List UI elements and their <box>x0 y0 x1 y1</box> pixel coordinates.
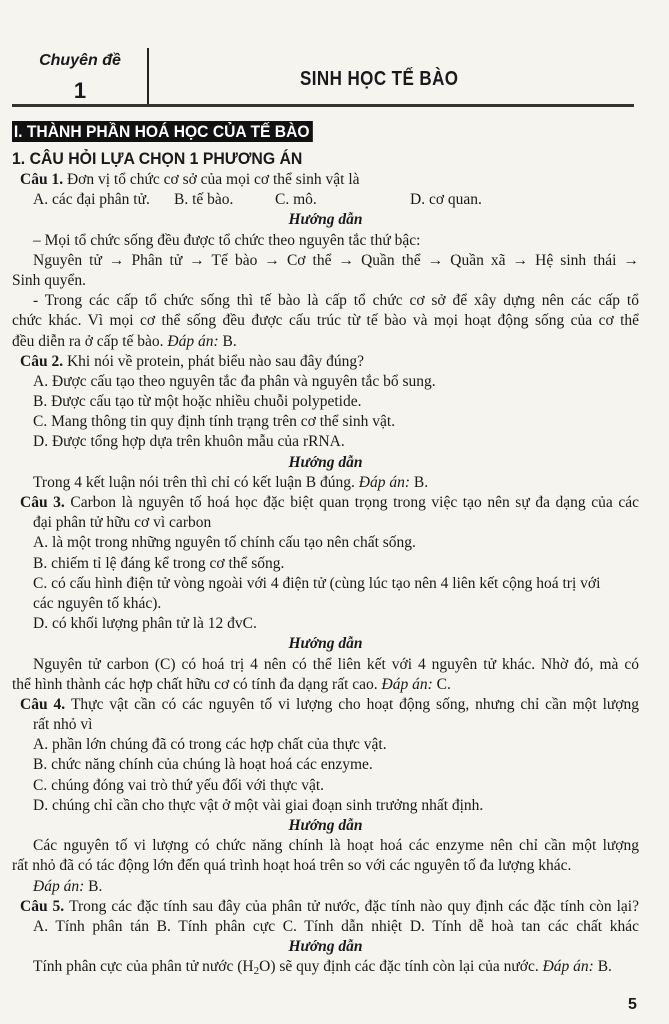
option-line <box>12 554 639 574</box>
text-segment: D. Được tổng hợp dựa trên khuôn mẫu của rRNA. <box>33 433 345 451</box>
text-segment: Carbon là nguyên tố hoá học đặc biệt quan trọng trong việc tạo nên sự đa dạng của các <box>70 494 639 511</box>
text-line <box>12 473 639 493</box>
text-segment: A. Được cấu tạo theo nguyên tắc đa phân và nguyên tắc bổ sung. <box>33 372 436 390</box>
text-line <box>12 675 639 695</box>
text-segment: Tính phân cực của phân tử nước (H <box>33 958 254 976</box>
answer-label: Đáp án: <box>358 473 410 491</box>
option-line <box>12 432 639 452</box>
question-label: Câu 2. <box>20 352 67 370</box>
text-line <box>12 957 639 977</box>
text-segment: C. Mang thông tin quy định tính trạng trên cơ thể sinh vật. <box>33 413 396 431</box>
answer-label: Đáp án: <box>33 877 85 895</box>
subsection-heading: 1. CÂU HỎI LỰA CHỌN 1 PHƯƠNG ÁN <box>12 149 303 168</box>
text-segment: A. phần lớn chúng đã có trong các hợp chất của thực vật. <box>33 736 387 754</box>
question-line <box>12 170 639 190</box>
option-line <box>12 776 639 796</box>
option-line <box>12 190 639 210</box>
text-segment: B. <box>593 958 612 976</box>
text-segment: B. chiếm tỉ lệ đáng kể trong cơ thể sống. <box>33 554 285 572</box>
header-divider-horizontal <box>12 104 634 107</box>
text-segment: Các nguyên tố vi lượng có chức năng chính là hoạt hoá các enzyme nên chỉ cần một lượng <box>33 837 639 855</box>
text-segment: – Mọi tổ chức sống đều được tổ chức theo nguyên tắc thứ bậc: <box>33 231 421 249</box>
text-segment: O) sẽ quy định các đặc tính còn lại của nước. <box>259 958 543 976</box>
option-line <box>12 533 639 553</box>
document-body <box>12 170 639 978</box>
option-line <box>12 755 639 775</box>
chapter-title: SINH HỌC TẾ BÀO <box>300 68 459 90</box>
guide-heading <box>12 634 639 654</box>
option-line <box>12 917 639 937</box>
question-label: Câu 1. <box>20 171 67 188</box>
text-segment: B. chức năng chính của chúng là hoạt hoá các enzyme. <box>33 756 373 774</box>
guide-heading <box>12 816 639 836</box>
question-line <box>12 352 639 372</box>
text-segment: B. Được cấu tạo từ một hoặc nhiều chuỗi polypetide. <box>33 393 362 411</box>
chapter-kicker: Chuyên đề <box>39 52 121 69</box>
option-line <box>12 735 639 755</box>
question-label: Câu 4. <box>20 695 71 713</box>
option-line <box>12 796 639 816</box>
answer-label: Đáp án: <box>381 675 433 693</box>
text-line <box>12 655 639 675</box>
text-segment: rất nhỏ vì <box>33 716 93 734</box>
text-segment: Khi nói về protein, phát biểu nào sau đây đúng? <box>66 352 364 370</box>
text-segment: A. Tính phân tán B. Tính phân cực C. Tính dẫn nhiệt D. Tính dễ hoà tan các chất khác <box>33 917 639 935</box>
text-segment: Hướng dẫn <box>288 938 363 956</box>
option-line <box>12 594 639 614</box>
text-segment: Nguyên tử → Phân tử → Tế bào → Cơ thể → Quần thể → Quần xã → Hệ sinh thái → <box>33 251 639 269</box>
text-segment: Hướng dẫn <box>288 211 363 229</box>
answer-label: Đáp án: <box>542 958 594 976</box>
option-line <box>12 614 639 634</box>
text-segment: Hướng dẫn <box>288 453 363 471</box>
chapter-label <box>20 52 140 104</box>
option-line <box>12 412 639 432</box>
text-segment: đều diễn ra ở cấp tế bào. <box>12 332 168 350</box>
question-label: Câu 5. <box>20 897 70 915</box>
section-heading: I. THÀNH PHẦN HOÁ HỌC CỦA TẾ BÀO <box>12 121 313 142</box>
guide-heading <box>12 453 639 473</box>
option-line <box>12 574 639 594</box>
text-line <box>12 251 639 271</box>
text-segment: Nguyên tử carbon (C) có hoá trị 4 nên có thể liên kết với 4 nguyên tử khác. Nhờ đó, mà có <box>33 655 639 673</box>
text-segment: B. <box>218 332 237 350</box>
text-line <box>12 311 639 331</box>
text-segment: đại phân tử hữu cơ vì carbon <box>33 514 212 532</box>
text-segment: Hướng dẫn <box>288 817 363 834</box>
text-segment: B. <box>409 473 429 491</box>
subscript: 2 <box>253 965 260 978</box>
text-line <box>12 836 639 856</box>
option: C. mô. <box>275 191 317 209</box>
page-number: 5 <box>628 996 637 1013</box>
text-segment: chức khác. Vì mọi cơ thể sống đều được cấu trúc từ tế bào và mọi hoạt động sống của cơ thể <box>12 312 639 330</box>
question-label: Câu 3. <box>20 494 71 511</box>
option-line <box>12 372 639 392</box>
option-line <box>12 513 639 533</box>
text-segment: Sinh quyển. <box>12 271 87 289</box>
question-line <box>12 493 639 513</box>
chapter-number: 1 <box>73 78 87 103</box>
text-segment: C. có cấu hình điện tử vòng ngoài với 4 điện tử (cùng lúc tạo nên 4 liên kết cộng hoá trị với <box>33 574 601 592</box>
text-segment: Thực vật cần có các nguyên tố vi lượng cho hoạt động sống, nhưng chỉ cần một lượng <box>70 695 639 713</box>
option-line <box>12 392 639 412</box>
text-segment: C. chúng đóng vai trò thứ yếu đối với thực vật. <box>33 776 325 794</box>
text-line <box>12 291 639 311</box>
text-segment: D. có khối lượng phân tử là 12 đvC. <box>33 615 257 633</box>
text-line <box>12 856 639 876</box>
text-segment: C. <box>432 675 451 693</box>
text-segment: B. <box>84 877 103 895</box>
text-segment: Đơn vị tổ chức cơ sở của mọi cơ thể sinh vật là <box>66 171 360 188</box>
text-line <box>12 231 639 251</box>
text-segment: Trong các đặc tính sau đây của phân tử nước, đặc tính nào quy định các đặc tính còn lại? <box>69 897 639 915</box>
text-segment: A. là một trong những nguyên tố chính cấu tạo nên chất sống. <box>33 534 416 552</box>
guide-heading <box>12 210 639 230</box>
text-line <box>12 332 639 352</box>
guide-heading <box>12 937 639 957</box>
text-segment: thể hình thành các hợp chất hữu cơ có tính đa dạng rất cao. <box>12 675 382 693</box>
option: A. các đại phân tử. <box>33 191 150 209</box>
option: B. tế bào. <box>174 191 234 209</box>
text-segment: rất nhỏ đã có tác động lớn đến quá trình hoạt hoá trên so với các nguyên tố đa lượng khác. <box>12 857 572 875</box>
text-segment: Hướng dẫn <box>288 635 363 653</box>
answer-label: Đáp án: <box>167 332 219 350</box>
text-line <box>12 877 639 897</box>
text-segment: Trong 4 kết luận nói trên thì chỉ có kết luận B đúng. <box>33 473 359 491</box>
option: D. cơ quan. <box>410 191 482 209</box>
question-line <box>12 695 639 715</box>
text-segment: D. chúng chỉ cần cho thực vật ở một vài giai đoạn sinh trưởng nhất định. <box>33 796 484 814</box>
text-line <box>12 271 639 291</box>
header-divider-vertical <box>147 48 149 106</box>
text-segment: - Trong các cấp tổ chức sống thì tế bào là cấp tổ chức cơ sở để xây dựng nên các cấp tổ <box>33 292 639 310</box>
text-segment: các nguyên tố khác). <box>33 594 162 612</box>
question-line <box>12 897 639 917</box>
option-line <box>12 715 639 735</box>
